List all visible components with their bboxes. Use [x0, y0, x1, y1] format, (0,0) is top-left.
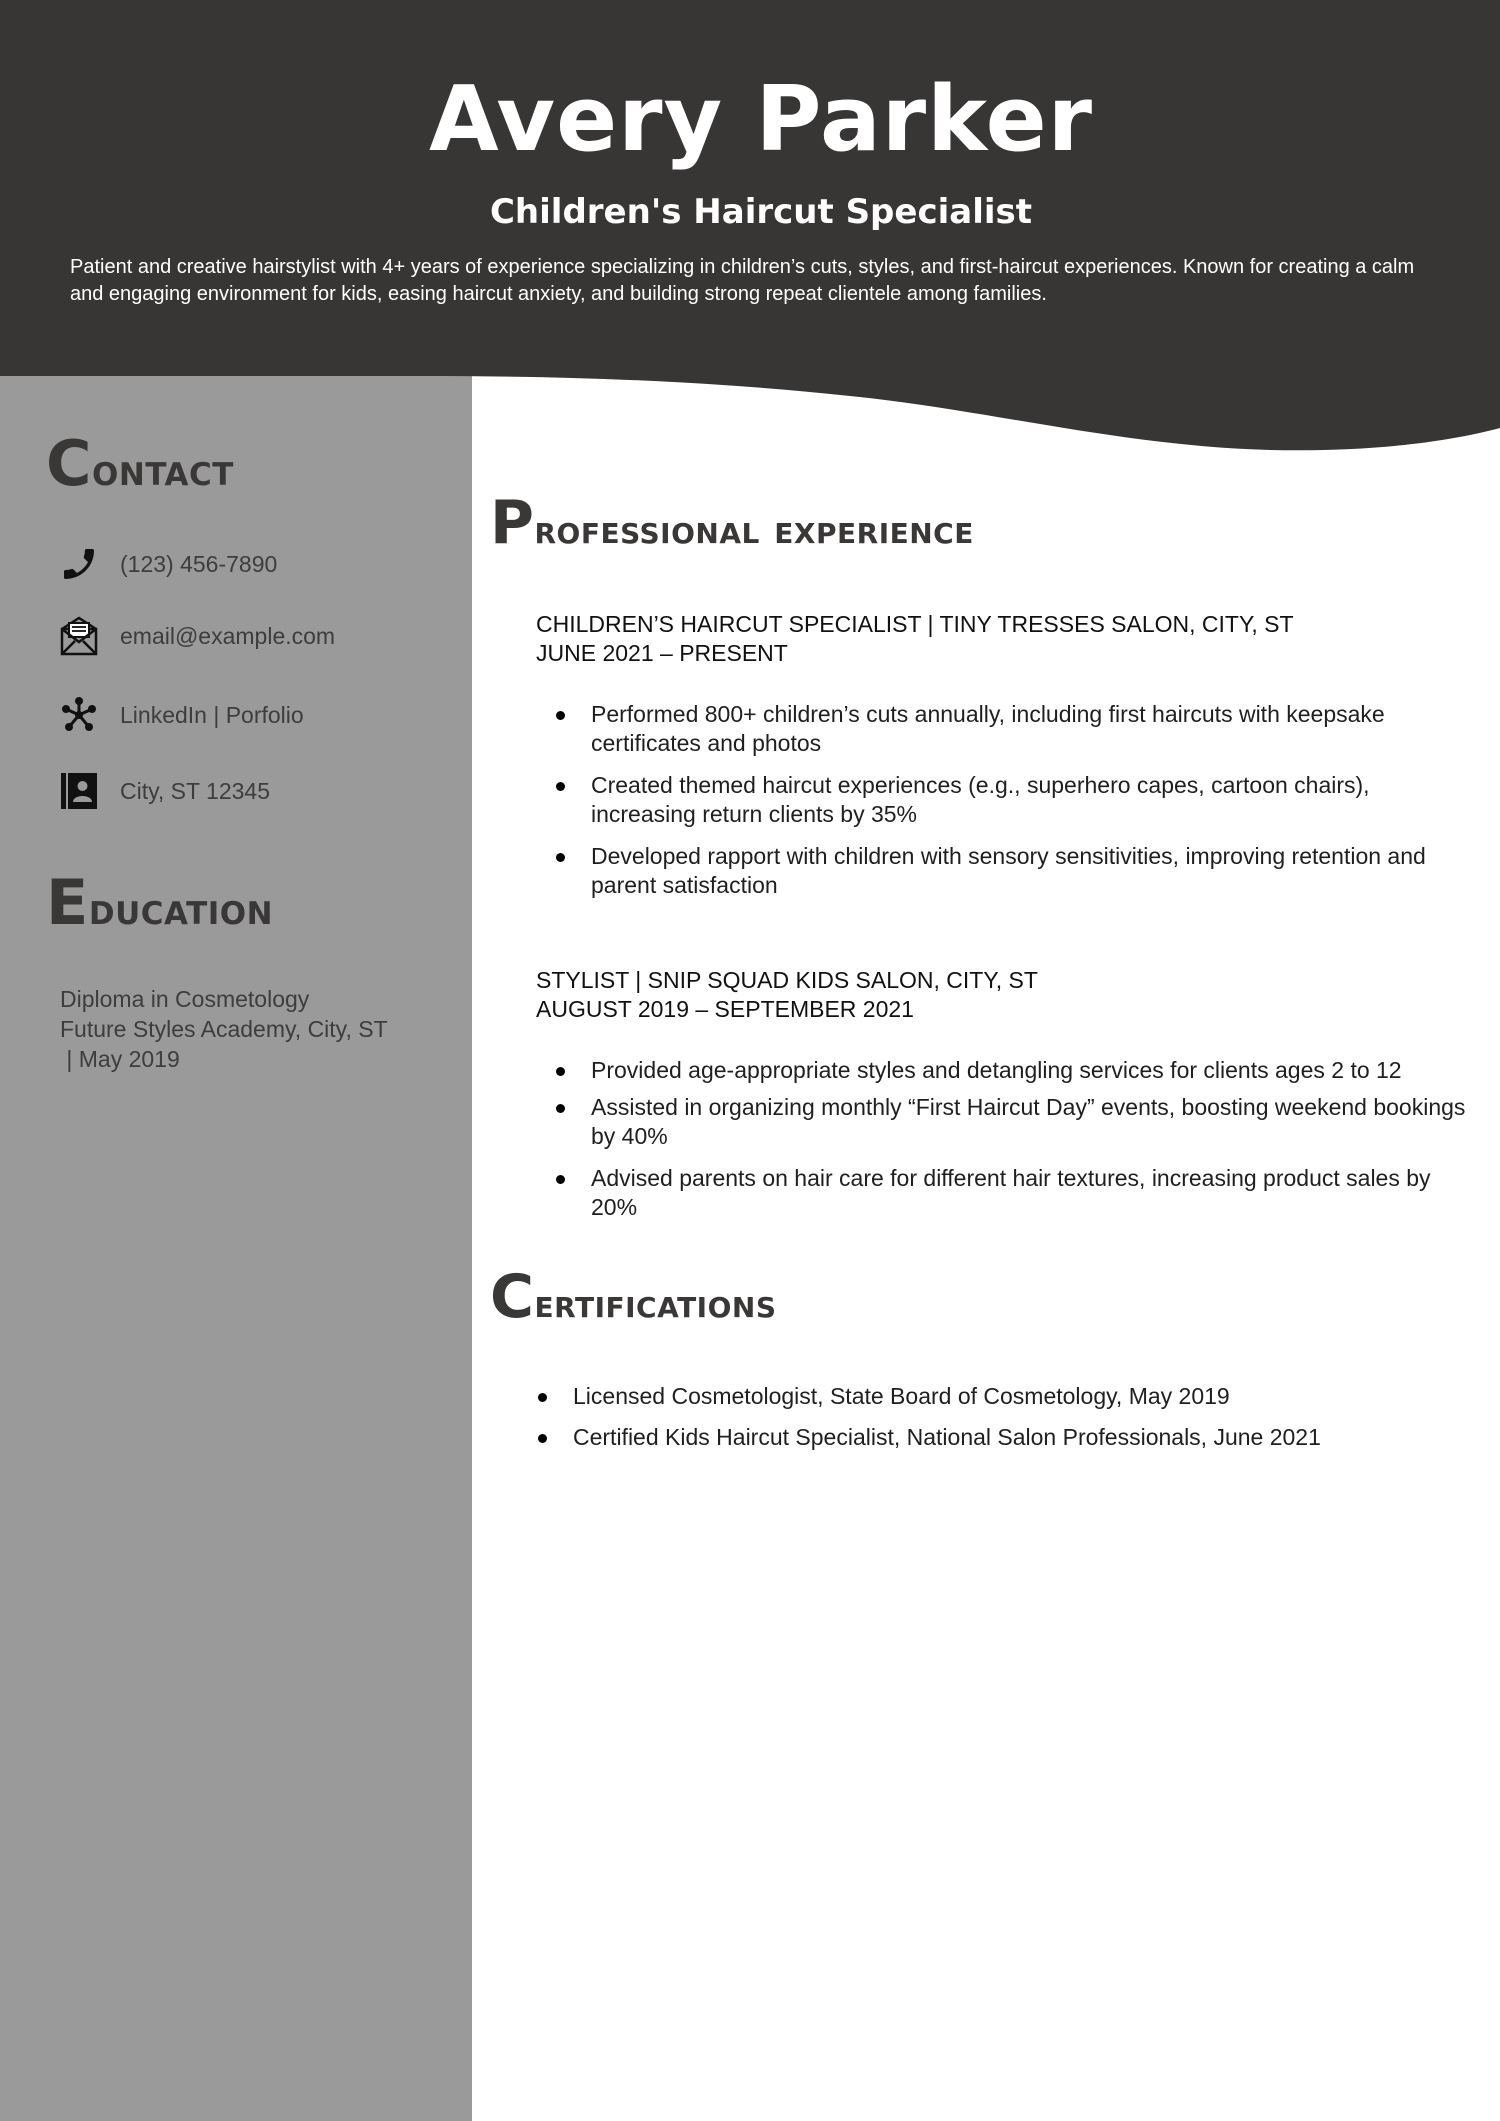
- list-item: Licensed Cosmetologist, State Board of Cosmetology, May 2019: [517, 1382, 1477, 1411]
- contact-email: [58, 614, 458, 658]
- network-icon: [58, 694, 100, 736]
- list-item: Certified Kids Haircut Specialist, National Salon Professionals, June 2021: [517, 1423, 1477, 1452]
- education-date: | May 2019: [60, 1046, 180, 1072]
- certifications-heading-initial: C: [490, 1262, 535, 1332]
- contact-heading-initial: C: [46, 427, 93, 500]
- list-item: Assisted in organizing monthly “First Haircut Day” events, boosting weekend bookings by 40%: [535, 1093, 1476, 1151]
- job-title-company: CHILDREN’S HAIRCUT SPECIALIST | TINY TRESSES SALON, CITY, ST: [536, 611, 1294, 637]
- envelope-icon: [58, 615, 100, 657]
- education-entry: [60, 984, 460, 1074]
- certifications-heading: [490, 1262, 777, 1336]
- list-item: Created themed haircut experiences (e.g., superhero capes, cartoon chairs), increasing return clients by 35%: [535, 771, 1476, 829]
- contact-heading: [46, 427, 234, 503]
- education-heading-initial: E: [46, 866, 89, 939]
- experience-heading-rest: rofessional experience: [534, 507, 974, 553]
- education-degree: Diploma in Cosmetology: [60, 986, 310, 1012]
- city-state-zip: City, ST 12345: [120, 777, 271, 804]
- candidate-title: Children's Haircut Specialist: [489, 192, 1033, 232]
- certifications-bullets: [517, 1382, 1477, 1452]
- contact-address: [58, 769, 458, 813]
- resume-header: [0, 0, 1500, 380]
- professional-summary: Patient and creative hairstylist with 4+ years of experience specializing in children’s cuts, styles, and first-haircut experiences. Known for creating a calm and engaging environment for kids, easing haircut anxiety, and building strong repeat clientele among families.: [70, 256, 1415, 305]
- education-heading-rest: ducation: [88, 884, 274, 935]
- experience-heading-initial: P: [490, 488, 535, 558]
- candidate-name: Avery Parker: [428, 67, 1094, 172]
- job-dates: JUNE 2021 – PRESENT: [536, 640, 788, 666]
- job-dates: AUGUST 2019 – SEPTEMBER 2021: [536, 996, 914, 1022]
- job-bullets: [535, 1056, 1476, 1222]
- linkedin-portfolio: LinkedIn | Porfolio: [120, 701, 304, 728]
- address-book-icon: [58, 770, 100, 812]
- job-entry: [536, 610, 1476, 913]
- email-address: email@example.com: [120, 622, 336, 649]
- certifications-heading-rest: ertifications: [534, 1281, 777, 1327]
- contact-links: [58, 693, 458, 737]
- education-heading: [46, 866, 274, 942]
- job-entry: [536, 966, 1476, 1235]
- contact-phone: [58, 542, 458, 586]
- job-title-company: STYLIST | SNIP SQUAD KIDS SALON, CITY, ST: [536, 967, 1038, 993]
- list-item: Provided age-appropriate styles and detangling services for clients ages 2 to 12: [535, 1056, 1476, 1085]
- phone-number: (123) 456-7890: [120, 550, 278, 577]
- list-item: Advised parents on hair care for different hair textures, increasing product sales by 20%: [535, 1164, 1476, 1222]
- certifications-list: [517, 1382, 1477, 1465]
- phone-icon: [58, 543, 100, 585]
- job-bullets: [535, 700, 1476, 900]
- education-school: Future Styles Academy, City, ST: [60, 1016, 388, 1042]
- list-item: Developed rapport with children with sensory sensitivities, improving retention and parent satisfaction: [535, 842, 1476, 900]
- experience-heading: [490, 488, 974, 562]
- contact-heading-rest: ontact: [92, 445, 234, 496]
- list-item: Performed 800+ children’s cuts annually, including first haircuts with keepsake certificates and photos: [535, 700, 1476, 758]
